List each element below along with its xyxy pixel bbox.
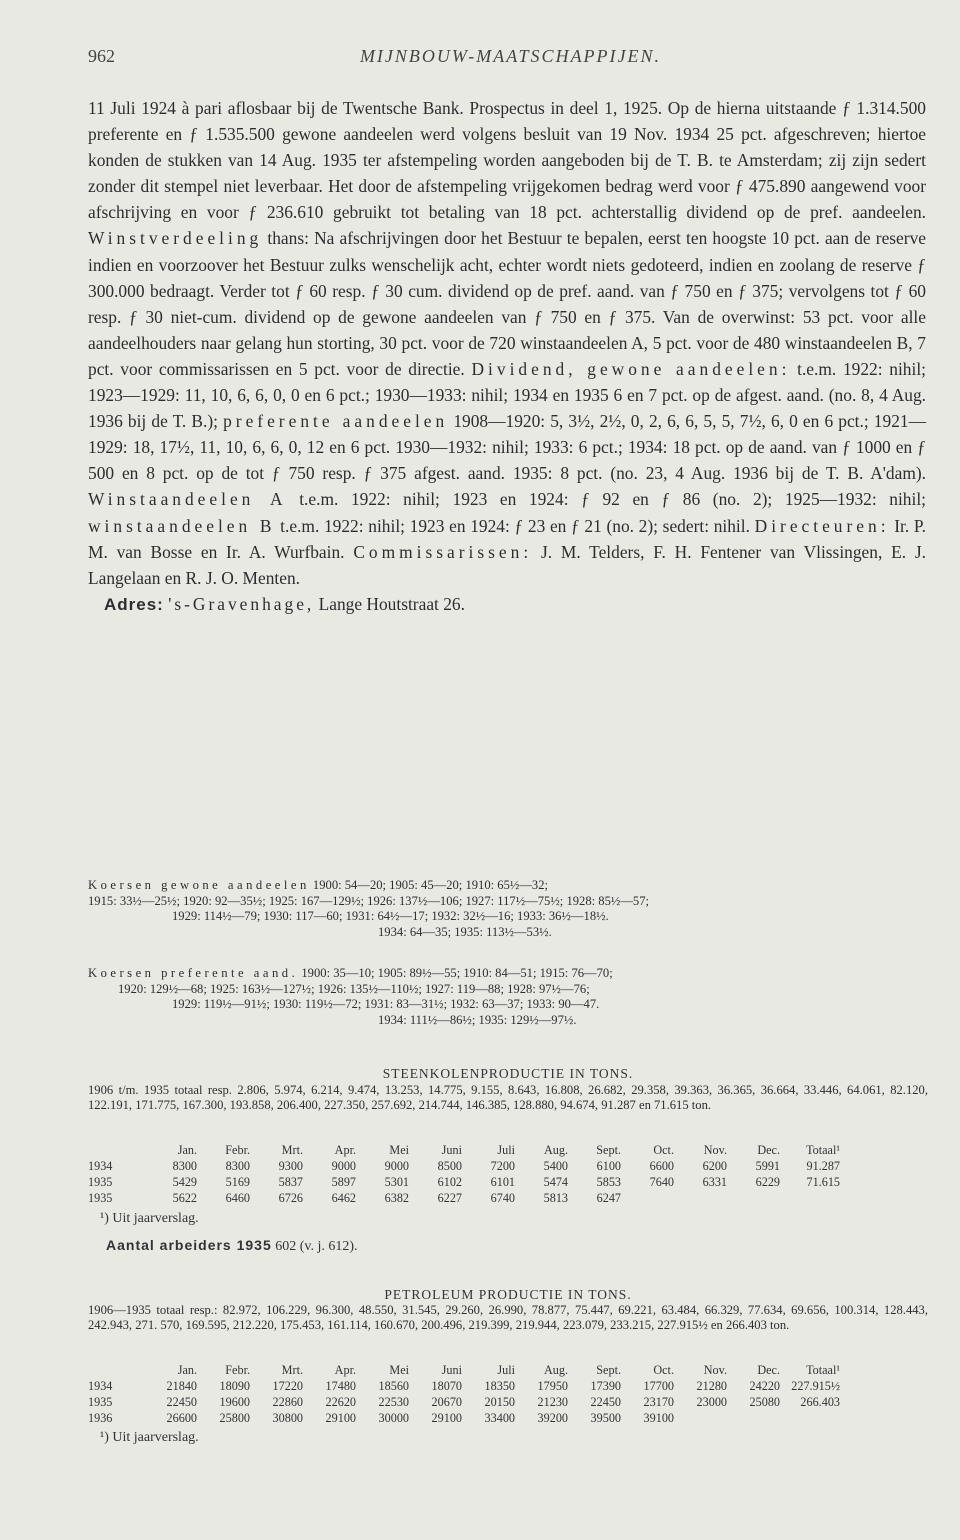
table-cell: 5813 <box>543 1190 568 1205</box>
table-cell: 17950 <box>537 1378 568 1393</box>
koersen-line: 1900: 35—10; 1905: 89½—55; 1910: 84—51; 1915: 76—70; <box>301 966 613 980</box>
table-cell: 22530 <box>378 1394 409 1409</box>
steenkolen-footnote: ¹) Uit jaarverslag. <box>100 1211 199 1226</box>
koersen-line: 1920: 129½—68; 1925: 163½—127½; 1926: 135½—110½; 1927: 119—88; 1928: 97½—76; <box>118 981 590 996</box>
steenkolen-intro <box>88 1083 928 1113</box>
table-cell: 21230 <box>537 1394 568 1409</box>
table-header-cell: Juni <box>441 1142 462 1157</box>
section-label-commissarissen: Commissarissen: <box>353 541 533 562</box>
table-header-cell: Totaal¹ <box>806 1142 840 1157</box>
table-cell: 71.615 <box>806 1174 840 1189</box>
paragraph <box>88 95 926 591</box>
table-cell: 39100 <box>643 1410 674 1425</box>
table-cell: 25080 <box>749 1394 780 1409</box>
table-header-cell: Jan. <box>177 1362 197 1377</box>
table-header-row <box>88 1142 840 1158</box>
table-cell: 23170 <box>643 1394 674 1409</box>
table-cell: 26600 <box>166 1410 197 1425</box>
table-cell: 6200 <box>702 1158 727 1173</box>
table-row <box>88 1174 840 1190</box>
table-cell: 21840 <box>166 1378 197 1393</box>
table-cell: 6331 <box>702 1174 727 1189</box>
aantal-label: Aantal arbeiders 1935 <box>106 1237 272 1253</box>
text-block: t.e.m. 1922: nihil; 1923 en 1924: ƒ 23 en ƒ 21 (no. 2); sedert: nihil. <box>280 515 750 536</box>
section-label-directeuren: Directeuren: <box>754 515 890 536</box>
table-header-cell <box>88 1142 144 1158</box>
table-cell: 91.287 <box>806 1158 840 1173</box>
petroleum-intro <box>88 1303 928 1333</box>
table-cell: 18070 <box>431 1378 462 1393</box>
table-header-cell: Juli <box>497 1362 515 1377</box>
table-header-cell: Mrt. <box>281 1142 303 1157</box>
table-header-cell: Aug. <box>543 1362 568 1377</box>
text-block: thans: Na afschrijvingen door het Bestuur te bepalen, eerst ten hoogste 10 pct. aan de reserve indien en voorzoover het Bestuur zulks wenschelijk acht, echter wordt niets gedoteerd, indien en zoolang de reserve ƒ 300.000 bedraagt. Verder tot ƒ 60 resp. ƒ 30 cum. dividend op de pref. aand. van ƒ 750 en ƒ 375; vervolgens tot ƒ 60 resp. ƒ 30 niet-cum. dividend op de gewone aandeelen van ƒ 750 en ƒ 375. Van de overwinst: 53 pct. voor alle aandeelhouders naar gelang hun storting, 30 pct. voor de 720 winstaandeelen A, 5 pct. voor de 480 winstaandeelen B, 7 pct. voor commissarissen en 5 pct. voor de directie. <box>88 228 926 379</box>
table-year-cell: 1934 <box>88 1378 113 1393</box>
table-cell: 18560 <box>378 1378 409 1393</box>
table-cell: 39500 <box>590 1410 621 1425</box>
table-cell: 29100 <box>431 1410 462 1425</box>
text-block: 11 Juli 1924 à pari aflosbaar bij de Twentsche Bank. Prospectus in deel 1, 1925. Op de hierna uitstaande ƒ 1.314.500 preferente en ƒ 1.535.500 gewone aandeelen werd volgens besluit van 19 Nov. 1934 25 pct. afgeschreven; hiertoe konden de stukken van 14 Aug. 1935 ter afstempeling worden aangeboden bij de T. B. te Amsterdam; zij zijn sedert zonder dit stempel niet leverbaar. Het door de afstempeling vrijgekomen bedrag werd voor ƒ 475.890 aangewend voor afschrijving en voor ƒ 236.610 gebruikt tot betaling van 18 pct. achterstallig dividend op de pref. aandeelen. <box>88 98 926 223</box>
table-cell: 6460 <box>225 1190 250 1205</box>
table-header-cell: Apr. <box>334 1142 356 1157</box>
section-label-preferente: preferente aandeelen <box>223 411 449 432</box>
table-cell: 22450 <box>590 1394 621 1409</box>
table-cell: 6227 <box>437 1190 462 1205</box>
table-cell: 5169 <box>225 1174 250 1189</box>
table-cell: 17220 <box>272 1378 303 1393</box>
table-cell: 6229 <box>755 1174 780 1189</box>
table-cell: 7640 <box>649 1174 674 1189</box>
address-street: Lange Houtstraat 26. <box>318 593 465 614</box>
table-cell: 22450 <box>166 1394 197 1409</box>
table-cell: 227.915½ <box>791 1378 840 1393</box>
table-header-cell: Oct. <box>653 1142 674 1157</box>
table-cell: 22620 <box>325 1394 356 1409</box>
table-cell: 30800 <box>272 1410 303 1425</box>
table-cell: 39200 <box>537 1410 568 1425</box>
table-cell: 6382 <box>384 1190 409 1205</box>
table-cell <box>780 1410 840 1426</box>
table-cell: 5301 <box>384 1174 409 1189</box>
petroleum-table <box>88 1362 840 1426</box>
table-year-cell: 1935 <box>88 1174 113 1189</box>
table-cell: 17700 <box>643 1378 674 1393</box>
table-header-cell: Febr. <box>225 1142 250 1157</box>
table-header-cell: Aug. <box>543 1142 568 1157</box>
text-block: J. M. Telders, F. H. Fentener van Vlissingen, E. J. Langelaan en R. J. O. Menten. <box>88 541 926 588</box>
steenkolen-intro-text: 1906 t/m. 1935 totaal resp. 2.806, 5.974, 6.214, 9.474, 13.253, 14.775, 9.155, 8.643, 16.808, 26.682, 29.358, 39.363, 36.365, 36.664, 33.446, 64.061, 82.120, 122.191, 171.775, 167.300, 193.858, 206.400, 227.350, 257.692, 214.744, 146.385, 128.880, 94.674, 91.287 en 71.615 ton. <box>88 1083 928 1113</box>
table-cell: 9000 <box>331 1158 356 1173</box>
koersen-line: 1929: 114½—79; 1930: 117—60; 1931: 64½—17; 1932: 32½—16; 1933: 36½—18½. <box>172 909 609 924</box>
table-cell <box>621 1190 674 1206</box>
table-row <box>88 1378 840 1394</box>
table-cell: 6247 <box>596 1190 621 1205</box>
table-cell: 5991 <box>755 1158 780 1173</box>
section-label-winstverdeeling: Winstverdeeling <box>88 228 263 249</box>
koersen-preferente <box>88 966 928 1028</box>
table-header-cell <box>88 1362 144 1378</box>
table-cell: 20150 <box>484 1394 515 1409</box>
table-cell: 5897 <box>331 1174 356 1189</box>
table-header-cell: Juli <box>497 1142 515 1157</box>
table-row <box>88 1394 840 1410</box>
table-cell: 6726 <box>278 1190 303 1205</box>
table-cell: 5429 <box>172 1174 197 1189</box>
petroleum-title: PETROLEUM PRODUCTIE IN TONS. <box>384 1287 632 1302</box>
table-cell: 6102 <box>437 1174 462 1189</box>
table-cell: 7200 <box>490 1158 515 1173</box>
table-cell: 9000 <box>384 1158 409 1173</box>
table-cell: 30000 <box>378 1410 409 1425</box>
section-label-winstaandeelen-a: Winstaandeelen A <box>88 489 287 510</box>
table-header-cell: Nov. <box>703 1142 727 1157</box>
section-label-dividend: Dividend, gewone aandeelen: <box>471 358 791 379</box>
table-header-cell: Juni <box>441 1362 462 1377</box>
table-cell: 17390 <box>590 1378 621 1393</box>
table-header-cell: Nov. <box>703 1362 727 1377</box>
table-header-cell: Dec. <box>757 1362 780 1377</box>
text-block: Ir. P. M. van Bosse en Ir. A. Wurfbain. <box>88 515 926 562</box>
table-header-cell: Totaal¹ <box>806 1362 840 1377</box>
table-cell: 266.403 <box>800 1394 840 1409</box>
table-year-cell: 1935 <box>88 1394 113 1409</box>
table-row <box>88 1410 840 1426</box>
table-header-cell: Apr. <box>334 1362 356 1377</box>
table-cell: 8300 <box>172 1158 197 1173</box>
table-cell: 18090 <box>219 1378 250 1393</box>
table-cell: 5400 <box>543 1158 568 1173</box>
table-cell: 22860 <box>272 1394 303 1409</box>
table-cell <box>780 1190 840 1206</box>
koersen-line: 1934: 64—35; 1935: 113½—53½. <box>378 924 552 939</box>
koersen-line: 1915: 33½—25½; 1920: 92—35½; 1925: 167—129½; 1926: 137½—106; 1927: 117½—75½; 1928: 85½—57; <box>88 893 650 908</box>
table-header-cell: Mrt. <box>281 1362 303 1377</box>
table-cell: 19600 <box>219 1394 250 1409</box>
address-line <box>88 591 926 618</box>
table-header-row <box>88 1362 840 1378</box>
company-body-text <box>88 95 926 618</box>
table-cell: 9300 <box>278 1158 303 1173</box>
table-header-cell: Oct. <box>653 1362 674 1377</box>
table-cell <box>727 1410 780 1426</box>
text-block: t.e.m. 1922: nihil; 1923 en 1924: ƒ 92 en ƒ 86 (no. 2); 1925—1932: nihil; <box>299 489 926 510</box>
address-label: Adres: <box>104 594 164 614</box>
page-number: 962 <box>88 46 115 66</box>
koersen-gewone <box>88 878 928 940</box>
table-cell: 21280 <box>696 1378 727 1393</box>
koersen-pref-label: Koersen preferente aand. <box>88 966 299 980</box>
table-cell: 33400 <box>484 1410 515 1425</box>
aantal-arbeiders <box>106 1237 358 1255</box>
table-cell: 24220 <box>749 1378 780 1393</box>
table-cell: 8300 <box>225 1158 250 1173</box>
address-city: 's-Gravenhage, <box>168 593 315 614</box>
table-cell: 8500 <box>437 1158 462 1173</box>
table-header-cell: Sept. <box>596 1362 621 1377</box>
table-year-cell: 1935 <box>88 1190 113 1205</box>
table-year-cell: 1934 <box>88 1158 113 1173</box>
text-block: t.e.m. 1922: nihil; 1923—1929: 11, 10, 6, 6, 0, 0 en 6 pct.; 1930—1933: nihil; 1934 en 1935 6 en 7 pct. op de afgest. aand. (no. 8, 4 Aug. 1936 bij de T. B.); <box>88 358 926 432</box>
table-header-cell: Mei <box>389 1142 409 1157</box>
table-cell: 5474 <box>543 1174 568 1189</box>
koersen-line: 1929: 119½—91½; 1930: 119½—72; 1931: 83—31½; 1932: 63—37; 1933: 90—47. <box>172 997 600 1012</box>
table-row <box>88 1158 840 1174</box>
table-cell <box>674 1410 727 1426</box>
petroleum-intro-text: 1906—1935 totaal resp.: 82.972, 106.229, 96.300, 48.550, 31.545, 29.260, 26.990, 78.877, 75.447, 69.221, 63.484, 66.329, 77.634, 69.656, 100.314, 128.443, 242.943, 271. 570, 169.595, 212.220, 175.453, 161.114, 160.670, 200.496, 219.399, 219.944, 223.079, 233.215, 227.915½ en 266.403 ton. <box>88 1303 928 1333</box>
table-cell <box>674 1190 727 1206</box>
table-cell: 6462 <box>331 1190 356 1205</box>
table-cell: 20670 <box>431 1394 462 1409</box>
steenkolen-title: STEENKOLENPRODUCTIE IN TONS. <box>382 1066 634 1081</box>
table-cell: 6740 <box>490 1190 515 1205</box>
table-header-cell: Sept. <box>596 1142 621 1157</box>
page-header <box>88 46 933 76</box>
table-header-cell: Jan. <box>177 1142 197 1157</box>
table-cell <box>727 1190 780 1206</box>
table-year-cell: 1936 <box>88 1410 113 1425</box>
koersen-line: 1934: 111½—86½; 1935: 129½—97½. <box>378 1012 577 1027</box>
table-cell: 23000 <box>696 1394 727 1409</box>
table-row <box>88 1190 840 1206</box>
table-cell: 5622 <box>172 1190 197 1205</box>
table-header-cell: Febr. <box>225 1362 250 1377</box>
steenkolen-table <box>88 1142 840 1206</box>
section-label-winstaandeelen-b: winstaandeelen B <box>88 515 276 536</box>
table-cell: 6600 <box>649 1158 674 1173</box>
table-cell: 6100 <box>596 1158 621 1173</box>
table-cell: 5837 <box>278 1174 303 1189</box>
koersen-line: 1900: 54—20; 1905: 45—20; 1910: 65½—32; <box>312 878 549 892</box>
table-header-cell: Dec. <box>757 1142 780 1157</box>
aantal-value: 602 (v. j. 612). <box>275 1239 358 1254</box>
table-cell: 17480 <box>325 1378 356 1393</box>
text-block: 1908—1920: 5, 3½, 2½, 0, 2, 6, 6, 5, 5, 7½, 6, 0 en 6 pct.; 1921—1929: 18, 17½, 11, 10, 6, 6, 0, 12 en 6 pct. 1930—1932: nihil; 1933: 6 pct.; 1934: 18 pct. op de aand. van ƒ 1000 en ƒ 500 en 8 pct. op de tot ƒ 750 resp. ƒ 375 afgest. aand. 1935: 8 pct. (no. 23, 4 Aug. 1936 bij de T. B. A'dam). <box>88 411 926 484</box>
table-cell: 18350 <box>484 1378 515 1393</box>
table-cell: 25800 <box>219 1410 250 1425</box>
table-cell: 6101 <box>490 1174 515 1189</box>
table-cell: 29100 <box>325 1410 356 1425</box>
table-header-cell: Mei <box>389 1362 409 1377</box>
table-cell: 5853 <box>596 1174 621 1189</box>
petroleum-footnote: ¹) Uit jaarverslag. <box>100 1430 199 1445</box>
koersen-gewone-label: Koersen gewone aandeelen <box>88 878 310 892</box>
running-title: MIJNBOUW-MAATSCHAPPIJEN. <box>359 46 662 66</box>
